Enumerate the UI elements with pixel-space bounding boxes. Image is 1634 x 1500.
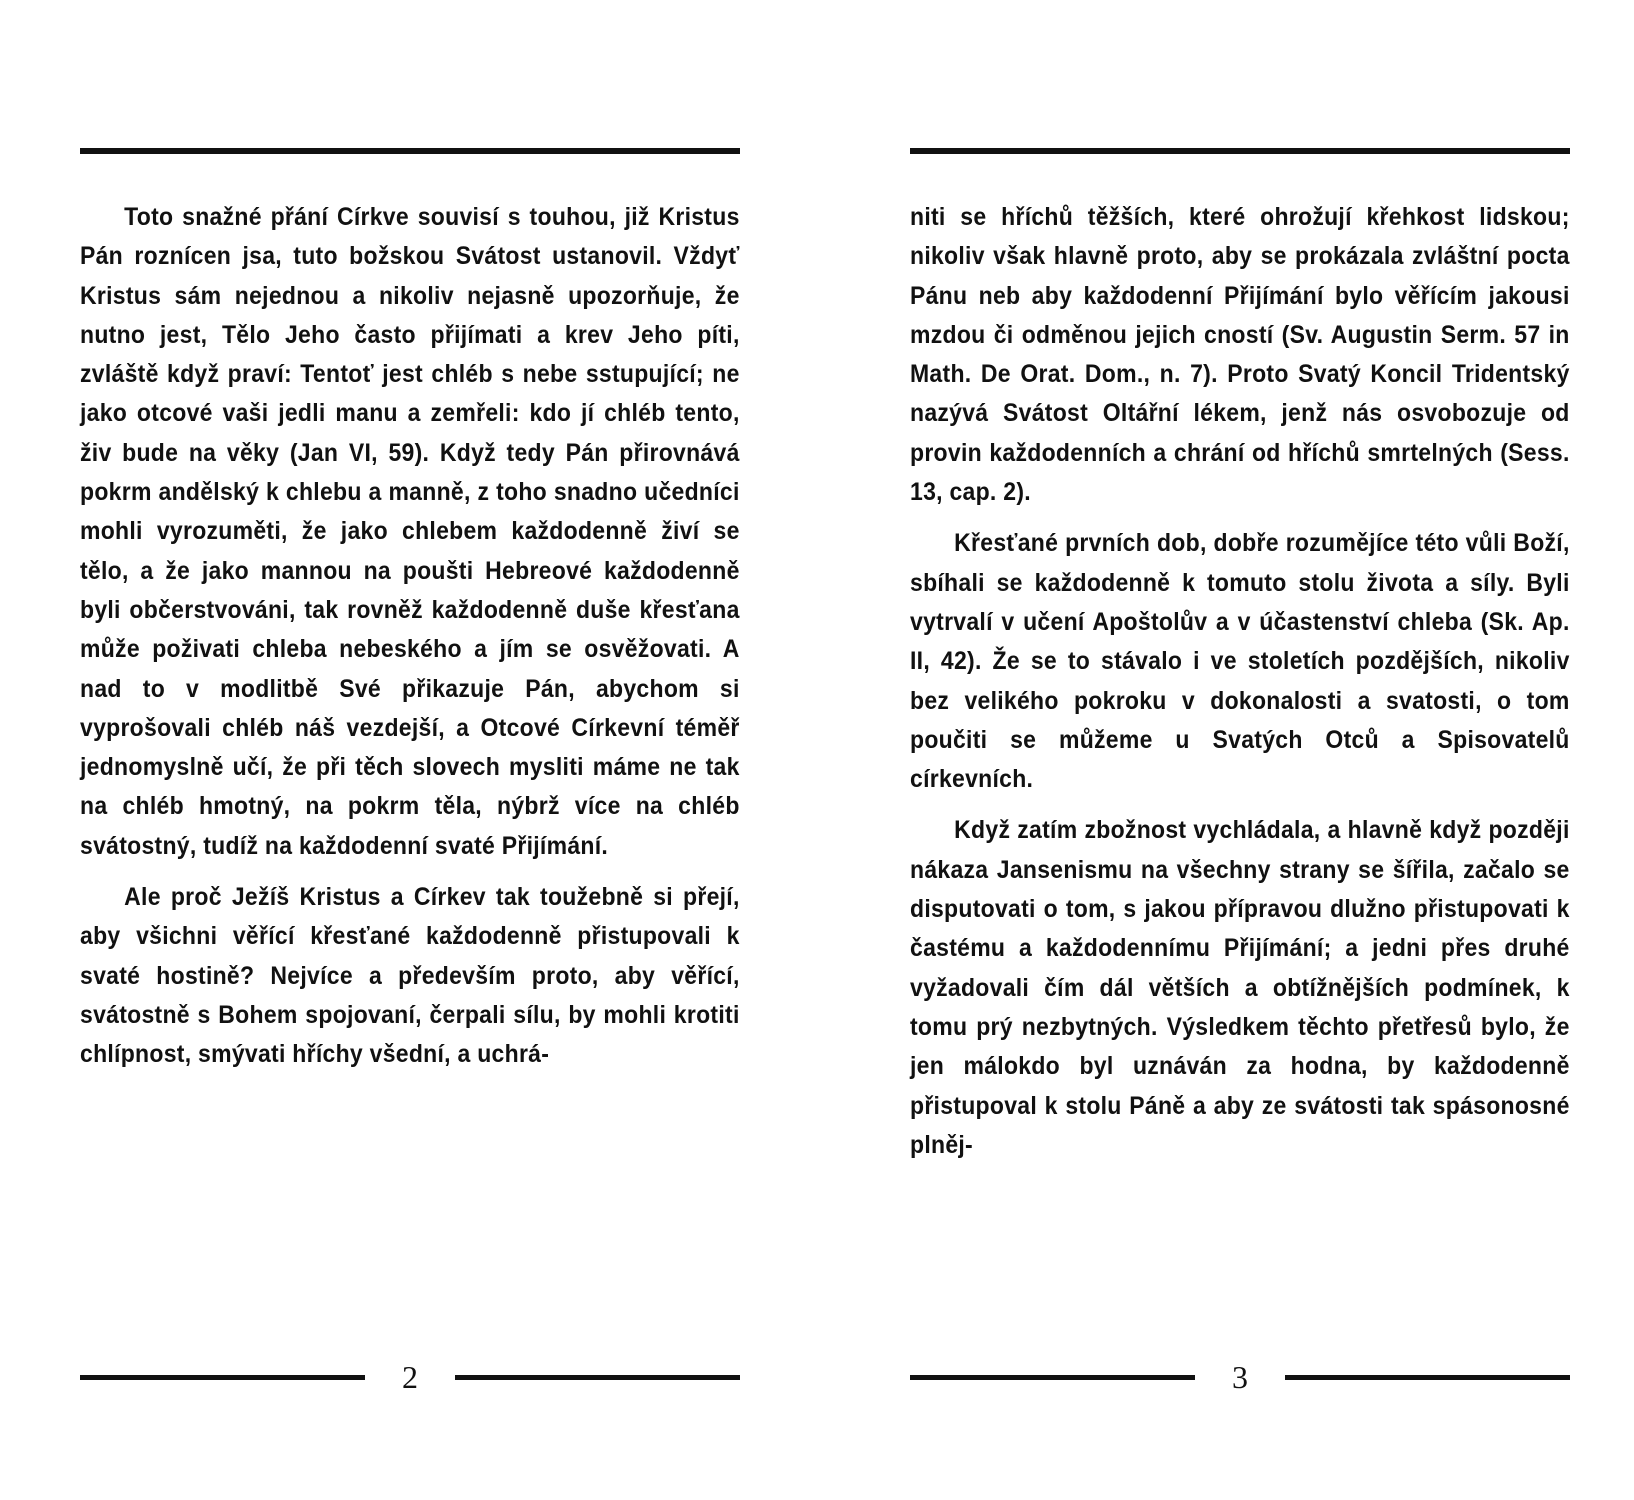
footer-rule-left [910, 1375, 1195, 1380]
right-page [910, 0, 1570, 1500]
footer-rule-right [455, 1375, 740, 1380]
page-number: 3 [1232, 1359, 1248, 1395]
paragraph: niti se hříchů těžších, které ohrožují křehkost lidskou; nikoliv však hlavně proto, aby se prokázala zvláštní pocta Pánu neb aby každodenní Přijímání bylo věřícím jakousi mzdou či odměnou jejich cností (Sv. Augustin Serm. 57 in Math. De Orat. Dom., n. 7). Proto Svatý Koncil Tridentský nazývá Svátost Oltářní lékem, jenž nás osvobozuje od provin každodenních a chrání od hříchů smrtelných (Sess. 13, cap. 2). [910, 203, 1570, 507]
paragraph: Když zatím zbožnost vychládala, a hlavně když později nákaza Jansenismu na všechny strany se šířila, začalo se disputovati o tom, s jakou přípravou dlužno přistupovati k častému a každodennímu Přijímání; a jedni přes druhé vyžadovali čím dál větších a obtížnějších podmínek, k tomu prý nezbytných. Výsledkem těchto přetřesů bylo, že jen málokdo byl uznáván za hodna, by každodenně přistupoval k stolu Páně a aby ze svátosti tak spásonosné plněj- [910, 816, 1570, 1159]
top-rule [80, 148, 740, 154]
paragraph: Křesťané prvních dob, dobře rozumějíce této vůli Boží, sbíhali se každodenně k tomuto stolu života a síly. Byli vytrvalí v učení Apoštolův a v účastenství chleba (Sk. Ap. II, 42). Že se to stávalo i ve stoletích pozdějších, nikoliv bez velikého pokroku v dokonalosti a svatosti, o tom poučiti se můžeme u Svatých Otců a Spisovatelů církevních. [910, 529, 1570, 794]
paragraph: Ale proč Ježíš Kristus a Církev tak toužebně si přejí, aby všichni věřící křesťané každodenně přistupovali k svaté hostině? Nejvíce a především proto, aby věřící, svátostně s Bohem spojovaní, čerpali sílu, by mohli krotiti chlípnost, smývati hříchy všední, a uchrá- [80, 883, 740, 1069]
page-footer [910, 1359, 1570, 1395]
page-number: 2 [402, 1359, 418, 1395]
footer-rule-right [1285, 1375, 1570, 1380]
paragraph: Toto snažné přání Církve souvisí s touhou, již Kristus Pán roznícen jsa, tuto božskou Svátost ustanovil. Vždyť Kristus sám nejednou a nikoliv nejasně upozorňuje, že nutno jest, Tělo Jeho často přijímati a krev Jeho píti, zvláště když praví: Tentoť jest chléb s nebe sstupující; ne jako otcové vaši jedli manu a zemřeli: kdo jí chléb tento, živ bude na věky (Jan VI, 59). Když tedy Pán přirovnává pokrm andělský k chlebu a manně, z toho snadno učedníci mohli vyrozuměti, že jako chlebem každodenně živí se tělo, a že jako mannou na poušti Hebreové každodenně byli občerstvováni, tak rovněž každodenně duše křesťana může poživati chleba nebeského a jím se osvěžovati. A nad to v modlitbě Své přikazuje Pán, abychom si vyprošovali chléb náš vezdejší, a Otcové Církevní téměř jednomyslně učí, že při těch slovech mysliti máme ne tak na chléb hmotný, na pokrm těla, nýbrž více na chléb svátostný, tudíž na každodenní svaté Přijímání. [80, 203, 740, 860]
left-page [80, 0, 740, 1500]
footer-rule-left [80, 1375, 365, 1380]
left-page-text [80, 198, 740, 1087]
right-page-text [910, 198, 1570, 1177]
page-footer [80, 1359, 740, 1395]
top-rule [910, 148, 1570, 154]
